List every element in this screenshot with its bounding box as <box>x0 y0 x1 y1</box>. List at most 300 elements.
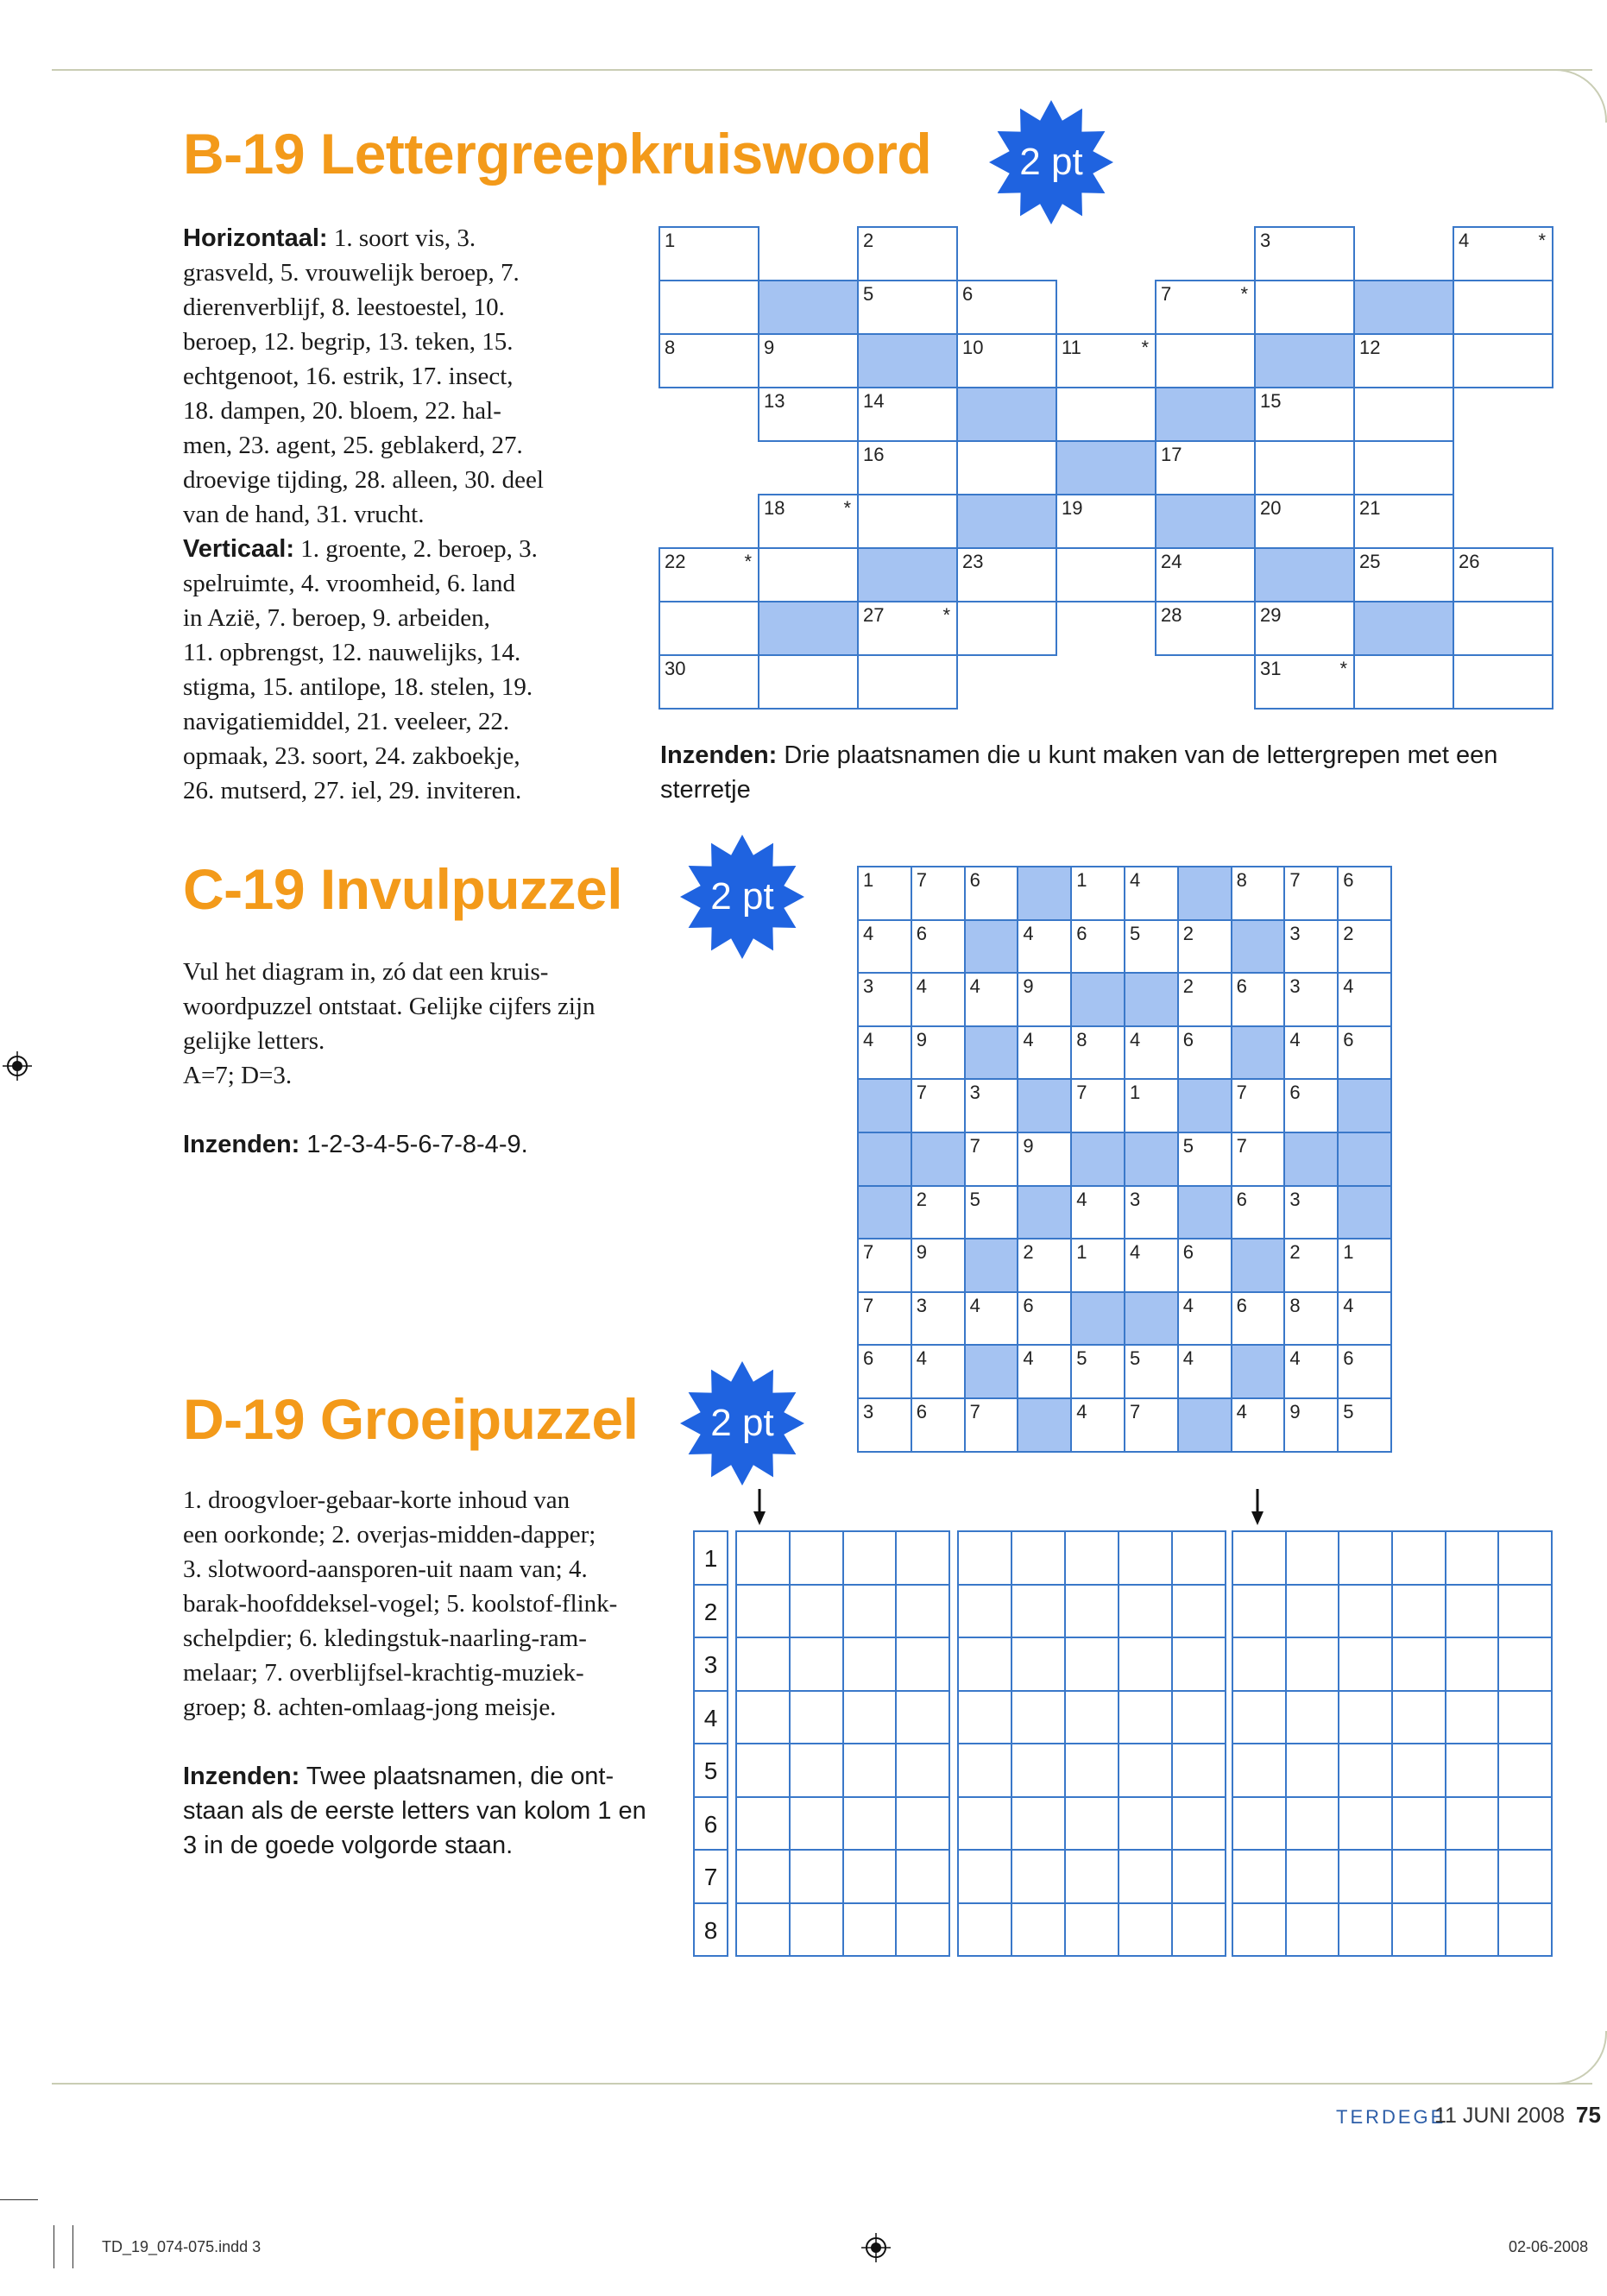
crossword-cell[interactable] <box>758 494 859 549</box>
b-submit-label: Inzenden: <box>660 741 778 769</box>
number-cell[interactable] <box>1337 1344 1392 1399</box>
answer-cell[interactable] <box>1445 1902 1500 1958</box>
crossword-cell[interactable] <box>857 654 958 710</box>
cell-digit: 1 <box>1076 869 1087 891</box>
crossword-cell[interactable] <box>659 547 759 602</box>
answer-cell[interactable] <box>1011 1584 1066 1639</box>
answer-cell[interactable] <box>1445 1796 1500 1851</box>
answer-cell[interactable] <box>842 1849 898 1904</box>
number-cell[interactable] <box>911 1238 966 1293</box>
number-cell[interactable] <box>857 919 912 975</box>
crossword-cell[interactable] <box>1254 601 1355 656</box>
answer-cell[interactable] <box>1391 1849 1446 1904</box>
answer-cell[interactable] <box>1064 1796 1119 1851</box>
answer-cell[interactable] <box>735 1584 791 1639</box>
number-cell[interactable] <box>964 1291 1019 1347</box>
crossword-cell[interactable] <box>758 387 859 442</box>
clue-line: 3. slotwoord-aansporen-uit naam van; 4. <box>183 1555 588 1583</box>
answer-cell[interactable] <box>1011 1690 1066 1745</box>
answer-cell[interactable] <box>957 1743 1012 1798</box>
number-cell[interactable] <box>1231 1185 1286 1240</box>
c-badge-label: 2 pt <box>710 875 774 918</box>
answer-cell[interactable] <box>1338 1690 1393 1745</box>
answer-cell[interactable] <box>1171 1796 1226 1851</box>
crossword-cell[interactable] <box>659 280 759 335</box>
answer-cell[interactable] <box>1011 1637 1066 1692</box>
crossword-cell[interactable] <box>1254 494 1355 549</box>
answer-cell[interactable] <box>1391 1637 1446 1692</box>
crossword-cell[interactable] <box>1353 494 1454 549</box>
row-number: 4 <box>693 1690 728 1745</box>
crossword-cell[interactable] <box>1353 547 1454 602</box>
answer-cell[interactable] <box>1064 1637 1119 1692</box>
cell-digit: 7 <box>863 1294 874 1316</box>
d-submit <box>183 1759 675 1863</box>
number-cell[interactable] <box>1283 1344 1339 1399</box>
shaded-cell <box>911 1132 966 1187</box>
answer-cell[interactable] <box>789 1849 844 1904</box>
answer-cell[interactable] <box>1285 1584 1340 1639</box>
crossword-cell[interactable] <box>1453 280 1553 335</box>
answer-cell[interactable] <box>957 1584 1012 1639</box>
shaded-cell <box>1124 972 1179 1027</box>
cell-digit: 4 <box>1289 1347 1301 1370</box>
answer-cell[interactable] <box>789 1796 844 1851</box>
answer-cell[interactable] <box>1118 1690 1173 1745</box>
number-cell[interactable] <box>1283 1185 1339 1240</box>
cell-digit: 3 <box>1130 1188 1141 1210</box>
answer-cell[interactable] <box>1232 1584 1287 1639</box>
answer-cell[interactable] <box>789 1902 844 1958</box>
answer-cell[interactable] <box>1285 1796 1340 1851</box>
answer-cell[interactable] <box>735 1902 791 1958</box>
cell-number: 15 <box>1260 390 1282 412</box>
answer-cell[interactable] <box>1338 1584 1393 1639</box>
number-cell[interactable] <box>1337 1238 1392 1293</box>
answer-cell[interactable] <box>1338 1743 1393 1798</box>
crossword-cell[interactable] <box>1353 654 1454 710</box>
answer-cell[interactable] <box>1497 1637 1553 1692</box>
answer-cell[interactable] <box>789 1637 844 1692</box>
number-cell[interactable] <box>1337 866 1392 921</box>
answer-cell[interactable] <box>1285 1849 1340 1904</box>
answer-cell[interactable] <box>1391 1902 1446 1958</box>
crossword-cell[interactable] <box>1155 601 1256 656</box>
number-cell[interactable] <box>964 972 1019 1027</box>
crossword-cell[interactable] <box>956 280 1057 335</box>
crossword-cell[interactable] <box>758 654 859 710</box>
crossword-cell[interactable] <box>659 226 759 281</box>
instruction-line: woordpuzzel ontstaat. Gelijke cijfers zijn <box>183 993 596 1020</box>
crossword-cell[interactable] <box>758 333 859 388</box>
answer-cell[interactable] <box>957 1849 1012 1904</box>
answer-cell[interactable] <box>1118 1796 1173 1851</box>
answer-cell[interactable] <box>1338 1902 1393 1958</box>
number-cell[interactable] <box>1177 1132 1232 1187</box>
clue-line: droevige tijding, 28. alleen, 30. deel <box>183 466 544 494</box>
answer-cell[interactable] <box>1232 1690 1287 1745</box>
answer-cell[interactable] <box>1391 1743 1446 1798</box>
answer-cell[interactable] <box>1064 1530 1119 1586</box>
number-cell[interactable] <box>1283 1238 1339 1293</box>
answer-cell[interactable] <box>735 1530 791 1586</box>
cell-digit: 6 <box>1343 869 1354 891</box>
crossword-cell[interactable] <box>857 226 958 281</box>
answer-cell[interactable] <box>1391 1796 1446 1851</box>
crossword-cell[interactable] <box>1056 333 1156 388</box>
answer-cell[interactable] <box>1497 1902 1553 1958</box>
answer-cell[interactable] <box>1445 1690 1500 1745</box>
answer-cell[interactable] <box>1064 1849 1119 1904</box>
number-cell[interactable] <box>1283 1025 1339 1081</box>
answer-cell[interactable] <box>842 1584 898 1639</box>
cell-number: 12 <box>1359 337 1381 358</box>
answer-cell[interactable] <box>789 1530 844 1586</box>
cell-number: 16 <box>863 444 885 465</box>
number-cell[interactable] <box>857 972 912 1027</box>
answer-cell[interactable] <box>735 1743 791 1798</box>
answer-cell[interactable] <box>1171 1637 1226 1692</box>
clue-line: dierenverblijf, 8. leestoestel, 10. <box>183 293 505 321</box>
cell-digit: 4 <box>1289 1028 1301 1050</box>
answer-cell[interactable] <box>842 1690 898 1745</box>
shaded-cell <box>1177 866 1232 921</box>
number-cell[interactable] <box>1283 1291 1339 1347</box>
answer-cell[interactable] <box>1171 1902 1226 1958</box>
answer-cell[interactable] <box>1171 1743 1226 1798</box>
answer-cell[interactable] <box>842 1796 898 1851</box>
cell-number: 20 <box>1260 497 1282 519</box>
number-cell[interactable] <box>911 1291 966 1347</box>
answer-cell[interactable] <box>895 1637 950 1692</box>
number-cell[interactable] <box>1177 1238 1232 1293</box>
number-cell[interactable] <box>1231 1132 1286 1187</box>
crossword-cell[interactable] <box>1155 440 1256 495</box>
number-cell[interactable] <box>911 919 966 975</box>
crossword-cell[interactable] <box>1056 387 1156 442</box>
number-cell[interactable] <box>1177 1291 1232 1347</box>
number-cell[interactable] <box>1017 1291 1072 1347</box>
answer-cell[interactable] <box>895 1902 950 1958</box>
number-cell[interactable] <box>911 972 966 1027</box>
answer-cell[interactable] <box>735 1637 791 1692</box>
shaded-cell <box>857 547 958 602</box>
crossword-cell[interactable] <box>1254 226 1355 281</box>
cell-number: 5 <box>863 283 874 305</box>
answer-cell[interactable] <box>1285 1690 1340 1745</box>
crossword-cell[interactable] <box>857 494 958 549</box>
answer-cell[interactable] <box>1171 1849 1226 1904</box>
answer-cell[interactable] <box>1497 1849 1553 1904</box>
crossword-cell[interactable] <box>659 333 759 388</box>
number-cell[interactable] <box>1070 1078 1125 1133</box>
cell-digit: 5 <box>969 1188 980 1210</box>
answer-cell[interactable] <box>1232 1849 1287 1904</box>
answer-cell[interactable] <box>1445 1849 1500 1904</box>
number-cell[interactable] <box>1177 1025 1232 1081</box>
answer-cell[interactable] <box>1232 1637 1287 1692</box>
cell-digit: 4 <box>1343 975 1354 998</box>
number-cell[interactable] <box>964 866 1019 921</box>
crossword-cell[interactable] <box>956 547 1057 602</box>
number-cell[interactable] <box>1017 1344 1072 1399</box>
number-cell[interactable] <box>1231 1078 1286 1133</box>
cell-digit: 7 <box>916 869 928 891</box>
crossword-cell[interactable] <box>659 654 759 710</box>
answer-cell[interactable] <box>1171 1584 1226 1639</box>
crossword-cell[interactable] <box>857 387 958 442</box>
answer-cell[interactable] <box>1445 1530 1500 1586</box>
crossword-cell[interactable] <box>1453 333 1553 388</box>
number-cell[interactable] <box>1124 1078 1179 1133</box>
answer-cell[interactable] <box>1011 1743 1066 1798</box>
crossword-cell[interactable] <box>1155 333 1256 388</box>
crossword-cell[interactable] <box>1254 654 1355 710</box>
shaded-cell <box>1155 387 1256 442</box>
answer-cell[interactable] <box>1338 1530 1393 1586</box>
crossword-cell[interactable] <box>956 601 1057 656</box>
answer-cell[interactable] <box>842 1902 898 1958</box>
answer-cell[interactable] <box>1497 1530 1553 1586</box>
number-cell[interactable] <box>1177 1344 1232 1399</box>
number-cell[interactable] <box>1070 866 1125 921</box>
answer-cell[interactable] <box>895 1584 950 1639</box>
answer-cell[interactable] <box>1064 1584 1119 1639</box>
cell-number: 6 <box>962 283 974 305</box>
answer-cell[interactable] <box>1445 1584 1500 1639</box>
crossword-cell[interactable] <box>857 280 958 335</box>
crossword-cell[interactable] <box>956 440 1057 495</box>
number-cell[interactable] <box>1231 1397 1286 1453</box>
crossword-cell[interactable] <box>1056 547 1156 602</box>
number-cell[interactable] <box>857 866 912 921</box>
number-cell[interactable] <box>964 1185 1019 1240</box>
crossword-cell[interactable] <box>758 547 859 602</box>
number-cell[interactable] <box>964 1078 1019 1133</box>
answer-cell[interactable] <box>1391 1584 1446 1639</box>
number-cell[interactable] <box>1124 1185 1179 1240</box>
answer-cell[interactable] <box>1497 1690 1553 1745</box>
number-cell[interactable] <box>1070 1185 1125 1240</box>
answer-cell[interactable] <box>1064 1690 1119 1745</box>
answer-cell[interactable] <box>1011 1530 1066 1586</box>
b-badge-label: 2 pt <box>1019 141 1083 183</box>
number-cell[interactable] <box>1283 1397 1339 1453</box>
crossword-cell[interactable] <box>956 333 1057 388</box>
answer-cell[interactable] <box>1171 1530 1226 1586</box>
crossword-cell[interactable] <box>857 440 958 495</box>
clue-line: 1. droogvloer-gebaar-korte inhoud van <box>183 1486 570 1514</box>
number-cell[interactable] <box>1017 1025 1072 1081</box>
answer-cell[interactable] <box>1391 1690 1446 1745</box>
number-cell[interactable] <box>911 1025 966 1081</box>
answer-cell[interactable] <box>1232 1796 1287 1851</box>
number-cell[interactable] <box>1124 919 1179 975</box>
crossword-cell[interactable] <box>1453 654 1553 710</box>
clue-line: groep; 8. achten-omlaag-jong meisje. <box>183 1694 557 1721</box>
cell-digit: 6 <box>1343 1347 1354 1370</box>
d-submit-label: Inzenden: <box>183 1763 300 1790</box>
c-title: C-19 Invulpuzzel <box>183 857 623 921</box>
number-cell[interactable] <box>1177 919 1232 975</box>
answer-cell[interactable] <box>1445 1743 1500 1798</box>
number-cell[interactable] <box>1231 972 1286 1027</box>
answer-cell[interactable] <box>1232 1743 1287 1798</box>
number-cell[interactable] <box>964 1132 1019 1187</box>
answer-cell[interactable] <box>895 1849 950 1904</box>
instruction-line: gelijke letters. <box>183 1027 325 1055</box>
answer-cell[interactable] <box>1118 1902 1173 1958</box>
crossword-cell[interactable] <box>1254 387 1355 442</box>
number-cell[interactable] <box>1283 866 1339 921</box>
answer-cell[interactable] <box>789 1690 844 1745</box>
number-cell[interactable] <box>1017 919 1072 975</box>
answer-cell[interactable] <box>957 1637 1012 1692</box>
number-cell[interactable] <box>1177 972 1232 1027</box>
cell-number: 1 <box>665 230 676 251</box>
number-cell[interactable] <box>1337 1397 1392 1453</box>
number-cell[interactable] <box>1124 866 1179 921</box>
answer-cell[interactable] <box>1064 1743 1119 1798</box>
answer-cell[interactable] <box>735 1690 791 1745</box>
answer-cell[interactable] <box>895 1796 950 1851</box>
answer-cell[interactable] <box>1445 1637 1500 1692</box>
number-cell[interactable] <box>857 1344 912 1399</box>
number-cell[interactable] <box>1283 919 1339 975</box>
answer-cell[interactable] <box>1011 1796 1066 1851</box>
answer-cell[interactable] <box>1497 1743 1553 1798</box>
answer-cell[interactable] <box>895 1743 950 1798</box>
answer-cell[interactable] <box>1232 1530 1287 1586</box>
answer-cell[interactable] <box>895 1690 950 1745</box>
crossword-cell[interactable] <box>1254 440 1355 495</box>
answer-cell[interactable] <box>1285 1530 1340 1586</box>
answer-cell[interactable] <box>1285 1743 1340 1798</box>
answer-cell[interactable] <box>842 1530 898 1586</box>
number-cell[interactable] <box>1070 1238 1125 1293</box>
number-cell[interactable] <box>1231 866 1286 921</box>
number-cell[interactable] <box>857 1397 912 1453</box>
answer-cell[interactable] <box>735 1849 791 1904</box>
cell-digit: 7 <box>969 1401 980 1422</box>
answer-cell[interactable] <box>957 1530 1012 1586</box>
number-cell[interactable] <box>911 1185 966 1240</box>
number-cell[interactable] <box>1283 1078 1339 1133</box>
number-cell[interactable] <box>911 866 966 921</box>
number-cell[interactable] <box>1124 1344 1179 1399</box>
answer-cell[interactable] <box>957 1690 1012 1745</box>
number-cell[interactable] <box>1070 919 1125 975</box>
number-cell[interactable] <box>911 1397 966 1453</box>
answer-cell[interactable] <box>1118 1637 1173 1692</box>
number-cell[interactable] <box>911 1344 966 1399</box>
answer-cell[interactable] <box>1338 1637 1393 1692</box>
number-cell[interactable] <box>911 1078 966 1133</box>
answer-cell[interactable] <box>1338 1849 1393 1904</box>
file-slug: TD_19_074-075.indd 3 <box>102 2238 262 2255</box>
answer-cell[interactable] <box>789 1743 844 1798</box>
cell-digit: 2 <box>1289 1241 1301 1264</box>
clue-line: 11. opbrengst, 12. nauwelijks, 14. <box>183 639 521 666</box>
answer-cell[interactable] <box>1118 1530 1173 1586</box>
cell-number: 14 <box>863 390 885 412</box>
crossword-cell[interactable] <box>1155 547 1256 602</box>
number-cell[interactable] <box>964 1397 1019 1453</box>
number-cell[interactable] <box>1337 1291 1392 1347</box>
answer-cell[interactable] <box>1011 1849 1066 1904</box>
number-cell[interactable] <box>1337 919 1392 975</box>
number-cell[interactable] <box>1070 1025 1125 1081</box>
answer-cell[interactable] <box>1497 1584 1553 1639</box>
c-submit-label: Inzenden: <box>183 1131 300 1158</box>
answer-cell[interactable] <box>1171 1690 1226 1745</box>
top-rule-corner <box>1545 69 1607 123</box>
crossword-cell[interactable] <box>1353 440 1454 495</box>
number-cell[interactable] <box>1124 1397 1179 1453</box>
answer-cell[interactable] <box>842 1743 898 1798</box>
answer-cell[interactable] <box>789 1584 844 1639</box>
answer-cell[interactable] <box>842 1637 898 1692</box>
answer-cell[interactable] <box>1232 1902 1287 1958</box>
answer-cell[interactable] <box>957 1796 1012 1851</box>
crossword-cell[interactable] <box>1056 494 1156 549</box>
answer-cell[interactable] <box>1118 1743 1173 1798</box>
crossword-cell[interactable] <box>1453 226 1553 281</box>
answer-cell[interactable] <box>1064 1902 1119 1958</box>
number-cell[interactable] <box>1124 1025 1179 1081</box>
answer-cell[interactable] <box>1391 1530 1446 1586</box>
cell-digit: 7 <box>969 1135 980 1157</box>
answer-cell[interactable] <box>1285 1902 1340 1958</box>
crossword-cell[interactable] <box>1353 387 1454 442</box>
answer-cell[interactable] <box>1497 1796 1553 1851</box>
shaded-cell <box>1070 1132 1125 1187</box>
answer-cell[interactable] <box>735 1796 791 1851</box>
answer-cell[interactable] <box>1285 1637 1340 1692</box>
answer-cell[interactable] <box>957 1902 1012 1958</box>
number-cell[interactable] <box>857 1238 912 1293</box>
crossword-cell[interactable] <box>659 601 759 656</box>
cell-digit: 3 <box>916 1294 928 1316</box>
number-cell[interactable] <box>1017 1132 1072 1187</box>
shaded-cell <box>758 280 859 335</box>
number-cell[interactable] <box>857 1025 912 1081</box>
number-cell[interactable] <box>857 1291 912 1347</box>
crossword-cell[interactable] <box>1453 601 1553 656</box>
cell-digit: 3 <box>1289 922 1301 944</box>
crossword-cell[interactable] <box>1453 547 1553 602</box>
number-cell[interactable] <box>1017 972 1072 1027</box>
answer-cell[interactable] <box>1118 1849 1173 1904</box>
answer-cell[interactable] <box>1118 1584 1173 1639</box>
number-cell[interactable] <box>1124 1238 1179 1293</box>
crossword-cell[interactable] <box>857 601 958 656</box>
crossword-cell[interactable] <box>1155 280 1256 335</box>
number-cell[interactable] <box>1337 1025 1392 1081</box>
number-cell[interactable] <box>1337 972 1392 1027</box>
answer-cell[interactable] <box>1011 1902 1066 1958</box>
number-cell[interactable] <box>1017 1238 1072 1293</box>
number-cell[interactable] <box>1231 1291 1286 1347</box>
cell-number: 30 <box>665 658 686 679</box>
number-cell[interactable] <box>1283 972 1339 1027</box>
crossword-cell[interactable] <box>1353 333 1454 388</box>
answer-cell[interactable] <box>895 1530 950 1586</box>
crossword-cell[interactable] <box>1254 280 1355 335</box>
number-cell[interactable] <box>1070 1344 1125 1399</box>
answer-cell[interactable] <box>1338 1796 1393 1851</box>
number-cell[interactable] <box>1070 1397 1125 1453</box>
